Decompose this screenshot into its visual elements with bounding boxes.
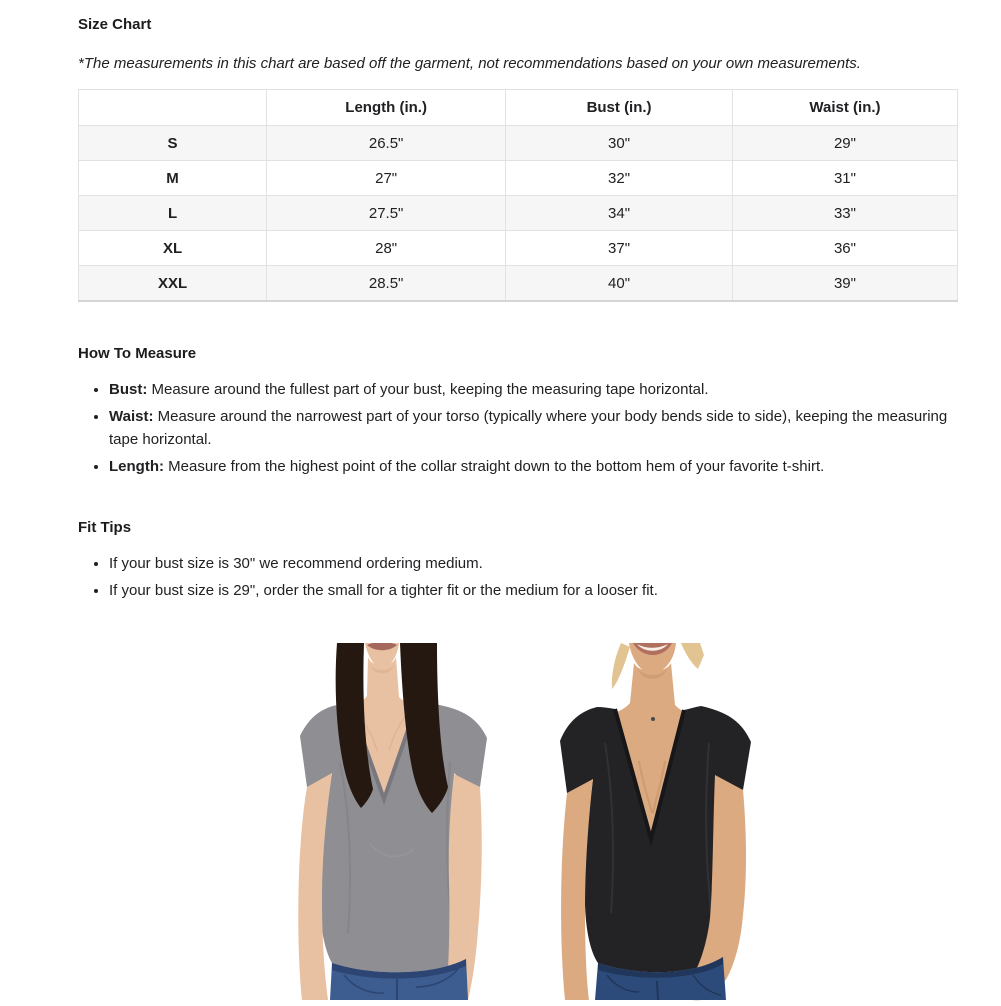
- waist-value: 36": [732, 231, 957, 266]
- header-empty: [79, 90, 267, 126]
- bust-value: 40": [506, 266, 733, 302]
- fit-tip-item: [109, 552, 958, 575]
- size-chart-table: [78, 89, 958, 302]
- bust-value: 32": [506, 161, 733, 196]
- bust-value: 34": [506, 196, 733, 231]
- measure-item-waist: [109, 405, 958, 451]
- how-to-measure-list: [78, 378, 958, 478]
- table-row: [79, 196, 958, 231]
- measure-item-label: Waist:: [109, 408, 154, 425]
- fit-tip-item: [109, 579, 958, 602]
- measure-item-text: Measure from the highest point of the collar straight down to the bottom hem of your favorite t-shirt.: [168, 458, 825, 475]
- waist-value: 33": [732, 196, 957, 231]
- how-to-measure-title: How To Measure: [78, 345, 197, 362]
- length-value: 28": [267, 231, 506, 266]
- header-bust: Bust (in.): [506, 90, 733, 126]
- product-photos: [280, 643, 768, 1006]
- waist-value: 39": [732, 266, 957, 302]
- length-value: 26.5": [267, 126, 506, 161]
- bust-value: 37": [506, 231, 733, 266]
- header-waist: Waist (in.): [732, 90, 957, 126]
- gray-tee-model-illustration: [280, 643, 508, 1001]
- size-label: XL: [79, 231, 267, 266]
- bust-value: 30": [506, 126, 733, 161]
- table-row: [79, 231, 958, 266]
- fit-tip-text: If your bust size is 29", order the small for a tighter fit or the medium for a looser fit.: [109, 582, 658, 599]
- length-value: 27": [267, 161, 506, 196]
- measure-item-label: Length:: [109, 458, 164, 475]
- measure-item-length: [109, 455, 958, 478]
- size-chart-section: [78, 15, 958, 606]
- measurement-disclaimer: *The measurements in this chart are based off the garment, not recommendations based on your own measurements.: [78, 55, 861, 72]
- table-row: [79, 161, 958, 196]
- table-row: [79, 126, 958, 161]
- length-value: 28.5": [267, 266, 506, 302]
- size-label: L: [79, 196, 267, 231]
- fit-tips-title: Fit Tips: [78, 519, 132, 536]
- size-label: S: [79, 126, 267, 161]
- size-label: XXL: [79, 266, 267, 302]
- model-photo-black-vneck: [545, 643, 768, 1006]
- header-length: Length (in.): [267, 90, 506, 126]
- table-header-row: [79, 90, 958, 126]
- fit-tip-text: If your bust size is 30" we recommend ordering medium.: [109, 555, 483, 572]
- black-tee-model-illustration: [545, 643, 768, 1001]
- length-value: 27.5": [267, 196, 506, 231]
- measure-item-text: Measure around the fullest part of your bust, keeping the measuring tape horizontal.: [151, 381, 709, 398]
- measure-item-text: Measure around the narrowest part of your torso (typically where your body bends side to side), keeping the measuring tape horizontal.: [109, 408, 948, 448]
- waist-value: 29": [732, 126, 957, 161]
- measure-item-bust: [109, 378, 958, 401]
- measure-item-label: Bust:: [109, 381, 148, 398]
- size-chart-title: Size Chart: [78, 16, 152, 33]
- size-label: M: [79, 161, 267, 196]
- model-photo-gray-vneck: [280, 643, 508, 1006]
- fit-tips-list: [78, 552, 958, 602]
- table-row: [79, 266, 958, 302]
- waist-value: 31": [732, 161, 957, 196]
